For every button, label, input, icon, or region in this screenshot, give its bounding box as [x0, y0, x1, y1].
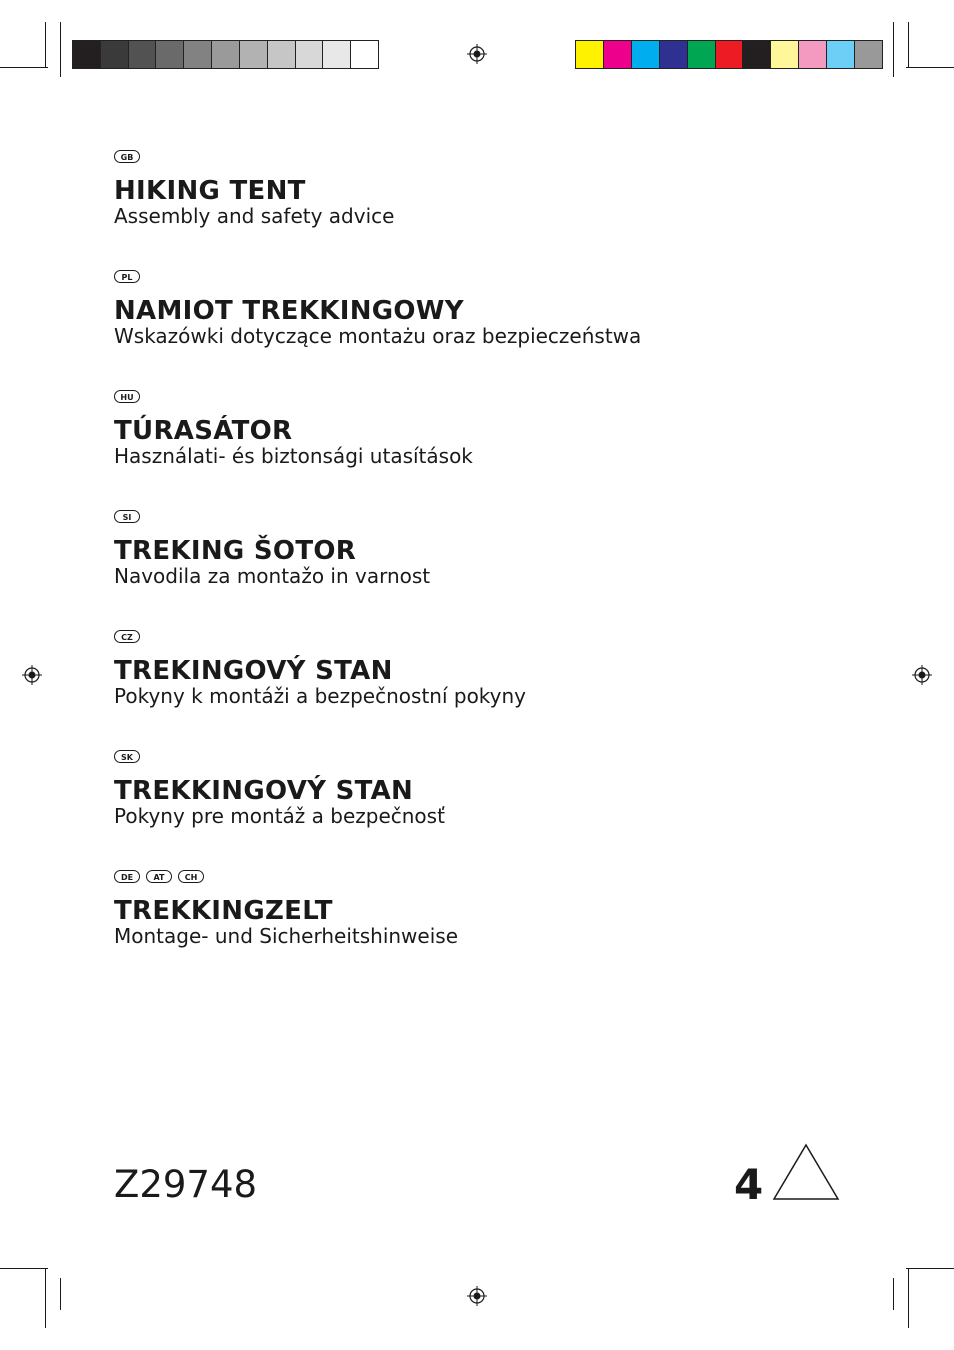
- language-badge: CZ: [114, 630, 140, 643]
- color-swatch: [659, 41, 687, 68]
- color-swatch: [631, 41, 659, 68]
- grayscale-swatch: [155, 41, 183, 68]
- product-subtitle: Wskazówki dotyczące montażu oraz bezpieczeństwa: [114, 324, 642, 348]
- crop-mark-bottom-right-h: [906, 1268, 954, 1269]
- language-badges: [114, 270, 814, 284]
- color-swatch: [798, 41, 826, 68]
- color-swatch: [715, 41, 743, 68]
- language-badge: SI: [114, 510, 140, 523]
- product-subtitle: Assembly and safety advice: [114, 204, 395, 228]
- product-title: TREKKINGOVÝ STAN: [114, 776, 414, 806]
- product-title: TREKING ŠOTOR: [114, 536, 357, 566]
- crop-mark-top-left-v2: [60, 22, 61, 77]
- grayscale-swatch: [100, 41, 128, 68]
- language-badge: DE: [114, 870, 140, 883]
- crop-mark-top-right-v: [908, 22, 909, 68]
- language-badge: AT: [146, 870, 172, 883]
- crop-mark-bottom-right-v2: [893, 1278, 894, 1310]
- grayscale-swatch: [73, 41, 100, 68]
- crop-mark-top-right-v2: [893, 22, 894, 77]
- language-badge: PL: [114, 270, 140, 283]
- product-title: TÚRASÁTOR: [114, 416, 293, 446]
- language-badges: [114, 630, 814, 644]
- product-subtitle: Montage- und Sicherheitshinweise: [114, 924, 458, 948]
- grayscale-swatch: [128, 41, 156, 68]
- grayscale-swatch: [350, 41, 378, 68]
- crop-mark-top-left-h: [0, 67, 48, 68]
- section-cz: [114, 630, 814, 708]
- grayscale-swatch: [239, 41, 267, 68]
- section-de-at-ch: [114, 870, 814, 948]
- section-si: [114, 510, 814, 588]
- color-swatch: [742, 41, 770, 68]
- grayscale-swatch: [183, 41, 211, 68]
- crop-mark-bottom-left-v2: [60, 1278, 61, 1310]
- language-badges: [114, 510, 814, 524]
- product-subtitle: Használati- és biztonsági utasítások: [114, 444, 473, 468]
- product-title: HIKING TENT: [114, 176, 306, 206]
- section-pl: [114, 270, 814, 348]
- language-badges: [114, 750, 814, 764]
- language-badges: [114, 150, 814, 164]
- section-sk: [114, 750, 814, 828]
- color-swatch: [854, 41, 882, 68]
- language-badge: GB: [114, 150, 140, 163]
- section-gb: [114, 150, 814, 228]
- product-subtitle: Navodila za montažo in varnost: [114, 564, 431, 588]
- color-swatch: [576, 41, 603, 68]
- color-swatch: [687, 41, 715, 68]
- crop-mark-bottom-left-h: [0, 1268, 48, 1269]
- language-badge: CH: [178, 870, 204, 883]
- color-swatch: [826, 41, 854, 68]
- registration-mark-top-icon: [467, 44, 487, 64]
- registration-mark-left-icon: [22, 665, 42, 685]
- grayscale-swatch: [295, 41, 323, 68]
- product-title: NAMIOT TREKKINGOWY: [114, 296, 464, 326]
- language-badges: [114, 870, 814, 884]
- grayscale-swatch: [211, 41, 239, 68]
- language-badge: HU: [114, 390, 140, 403]
- color-swatch: [770, 41, 798, 68]
- color-calibration-bar: [575, 40, 883, 69]
- crop-mark-bottom-left-v: [45, 1268, 46, 1328]
- product-subtitle: Pokyny k montáži a bezpečnostní pokyny: [114, 684, 527, 708]
- crop-mark-top-left-v: [45, 22, 46, 68]
- language-badge: SK: [114, 750, 140, 763]
- grayscale-swatch: [267, 41, 295, 68]
- model-number: Z29748: [114, 1163, 258, 1206]
- language-badges: [114, 390, 814, 404]
- grayscale-swatch: [322, 41, 350, 68]
- section-hu: [114, 390, 814, 468]
- color-swatch: [603, 41, 631, 68]
- product-title: TREKINGOVÝ STAN: [114, 656, 393, 686]
- registration-mark-bottom-icon: [467, 1286, 487, 1306]
- product-subtitle: Pokyny pre montáž a bezpečnosť: [114, 804, 445, 828]
- triangle-icon: [772, 1143, 840, 1201]
- crop-mark-bottom-right-v: [908, 1268, 909, 1328]
- grayscale-calibration-bar: [72, 40, 379, 69]
- crop-mark-top-right-h: [906, 67, 954, 68]
- registration-mark-right-icon: [912, 665, 932, 685]
- page-number: 4: [734, 1160, 764, 1209]
- product-title: TREKKINGZELT: [114, 896, 333, 926]
